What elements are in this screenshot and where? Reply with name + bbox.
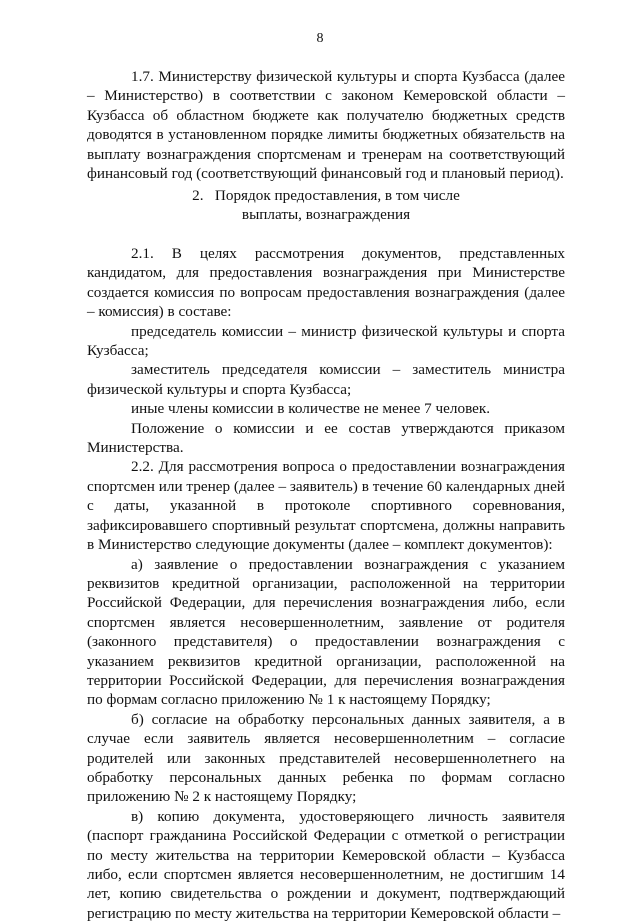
clause-1-7-block <box>87 67 565 183</box>
paragraph-item-a: а) заявление о предоставлении вознаграждения с указанием реквизитов кредитной организации, расположенной на территории Российской Федерации, для перечисления вознаграждения либо, если спортсмен является несовершеннолетним, заявление от родителя (законного представителя) о предоставлении вознаграждения с указанием реквизитов кредитной организации, расположенной на территории Российской Федерации, для перечисления вознаграждения по формам согласно приложению № 1 к настоящему Порядку; <box>87 555 565 709</box>
paragraph-deputy-chairman: заместитель председателя комиссии – заместитель министра физической культуры и спорта Кузбасса; <box>87 361 565 398</box>
paragraph-2-2: 2.2. Для рассмотрения вопроса о предоставлении вознаграждения спортсмен или тренер (далее – заявитель) в течение 60 календарных дней с даты, указанной в протоколе спортивного соревнования, зафиксировавшего спортивный результат спортсмена, должны направить в Министерство следующие документы (далее – комплект документов): <box>87 458 565 554</box>
section-2-heading-line-2: выплаты, вознаграждения <box>241 206 411 224</box>
paragraph-2-1: 2.1. В целях рассмотрения документов, представленных кандидатом, для предоставления вознаграждения при Министерстве создается комиссия по вопросам предоставления вознаграждения (далее – комиссия) в составе: <box>87 245 565 321</box>
paragraph-item-v: в) копию документа, удостоверяющего личность заявителя (паспорт гражданина Российской Федерации с отметкой о регистрации по месту жительства на территории Кемеровской области – Кузбасса либо, если спортсмен является несовершеннолетним, не достигшим 14 лет, копию свидетельства о рождении и документ, подтверждающий регистрацию по месту жительства на территории Кемеровской области – <box>87 807 565 922</box>
paragraph-commission-regulation: Положение о комиссии и ее состав утверждаются приказом Министерства. <box>87 419 565 457</box>
clause-1-7-paragraph: 1.7. Министерству физической культуры и спорта Кузбасса (далее – Министерство) в соответствии с законом Кемеровской области – Кузбасса об областном бюджете как получателю бюджетных средств доводятся в установленном порядке лимиты бюджетных обязательств на выплату вознаграждения спортсменам и тренерам на соответствующий финансовый год (соответствующий финансовый год и плановый период). <box>87 68 565 183</box>
section-2-body <box>87 244 565 923</box>
paragraph-item-b: б) согласие на обработку персональных данных заявителя, а в случае если заявитель является несовершеннолетним – согласие родителей или законных представителей несовершеннолетнего на обработку персональных данных ребенка по формам согласно приложению № 2 к настоящему Порядку; <box>87 710 565 806</box>
page-number: 8 <box>316 31 324 46</box>
paragraph-chairman: председатель комиссии – министр физической культуры и спорта Кузбасса; <box>87 322 565 360</box>
paragraph-other-members: иные члены комиссии в количестве не менее 7 человек. <box>131 400 491 418</box>
section-2-heading <box>87 186 565 225</box>
section-2-heading-line-1: 2. Порядок предоставления, в том числе <box>192 187 460 204</box>
